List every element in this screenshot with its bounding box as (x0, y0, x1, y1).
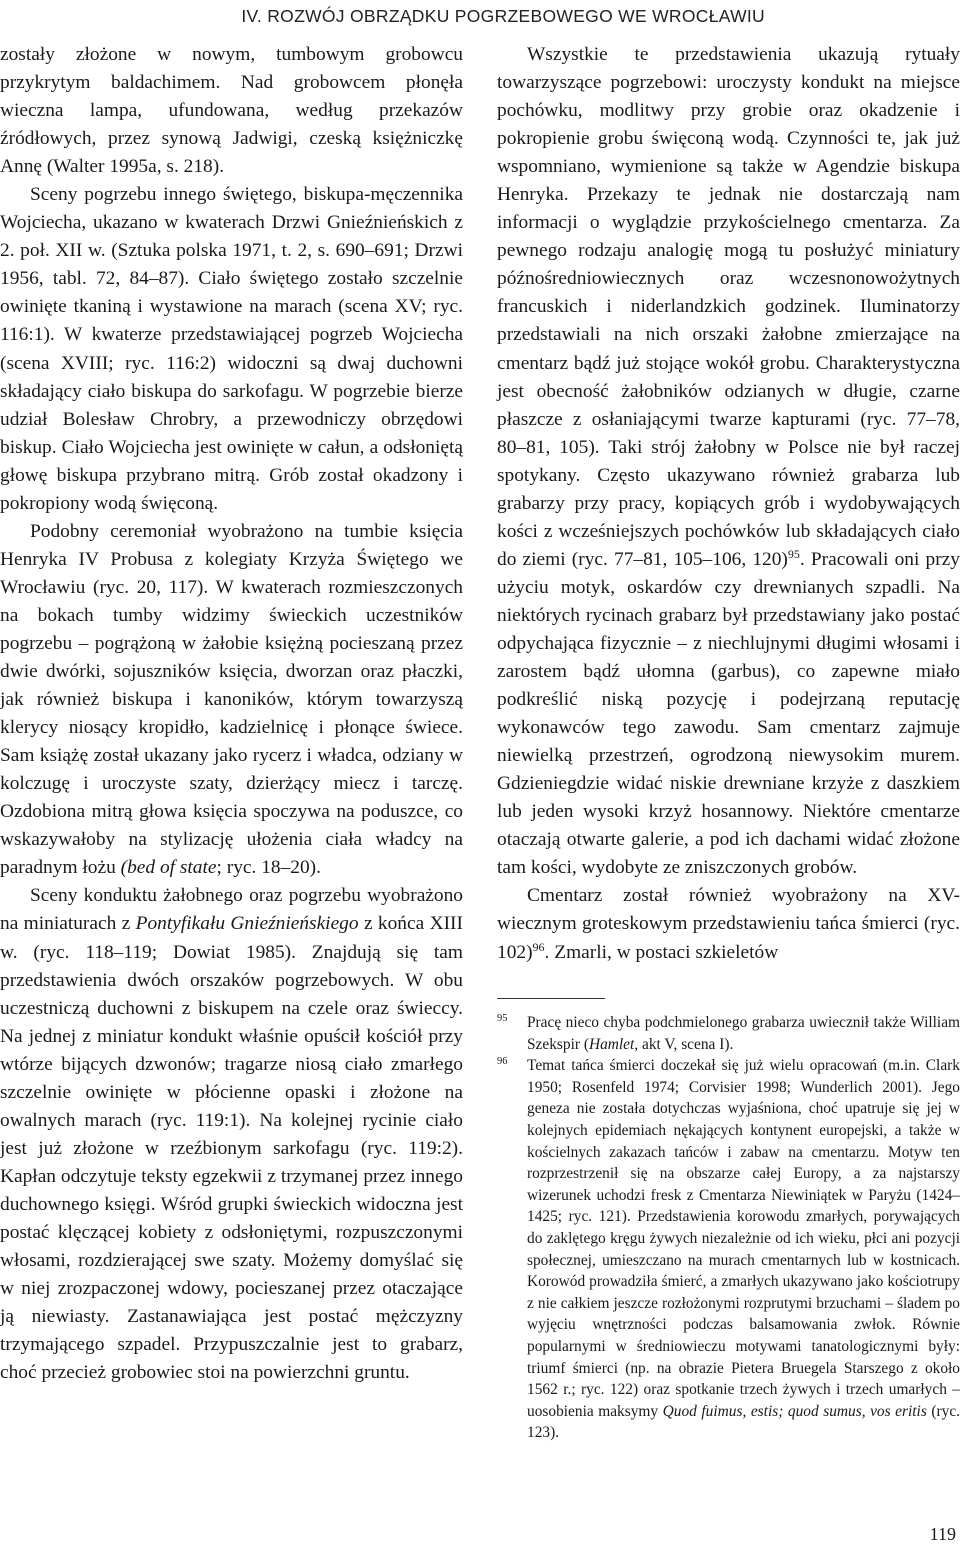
left-column (0, 41, 463, 1387)
footnote-number: 96 (497, 1056, 508, 1068)
italic-term: (bed of state (120, 857, 217, 879)
footnotes (497, 1012, 960, 1444)
running-header: IV. ROZWÓJ OBRZĄDKU POGRZEBOWEGO WE WROCŁAWIU (241, 6, 765, 26)
text-run: . Pracowali oni przy użyciu motyk, oskardów czy drewnianych szpadli. Na niektórych rycinach grabarz był przedstawiany jako postać odpychająca fizycznie – z niechlujnymi długimi włosami i zarostem bądź ułomna (garbus), co zapewne miało podkreślić niską pozycję i podejrzaną reputację wykonawców tego zawodu. Sam cmentarz zajmuje niewielką przestrzeń, ogrodzoną niewysokim murem. Gdzieniegdzie widać niskie drewniane krzyże z daszkiem lub jeden wysoki krzyż hosannowy. Niektóre cmentarze otaczają otwarte galerie, a pod ich dachami widać złożone tam kości, wydobyte ze zniszczonych grobów. (497, 548, 960, 879)
paragraph: Sceny pogrzebu innego świętego, biskupa-męczennika Wojciecha, ukazano w kwaterach Drzwi Gnieźnieńskich z 2. poł. XII w. (Sztuka polska 1971, t. 2, s. 690–691; Drzwi 1956, tabl. 72, 84–87). Ciało świętego zostało szczelnie owinięte tkaniną i wystawione na marach (scena XV; ryc. 116:1). W kwaterze przedstawiającej pogrzeb Wojciecha (scena XVIII; ryc. 116:2) widoczni są dwaj duchowni składający ciało biskupa do sarkofagu. W pogrzebie bierze udział Bolesław Chrobry, a przewodniczy obrzędowi biskup. Ciało Wojciecha jest owinięte w całun, a odsłoniętą głowę biskupa przybrano mitrą. Grób został okadzony i pokropiony wodą święconą. (0, 184, 463, 514)
text-run: Wszystkie te przedstawienia ukazują rytuały towarzyszące pogrzebowi: uroczysty kondukt na miejsce pochówku, modlitwy przy grobie oraz okadzenie i pokropienie grobu święconą wodą. Czynności te, jak już wspomniano, wymienione są także w Agendzie biskupa Henryka. Przekazy te jednak nie dostarczają nam informacji o wyglądzie przykościelnego cmentarza. Za pewnego rodzaju analogię mogą tu posłużyć miniatury późnośredniowiecznych oraz wczesnonowożytnych francuskich i niderlandzkich godzinek. Iluminatorzy przedstawiali na nich orszaki żałobne zmierzające na cmentarz bądź już stojące wokół grobu. Charakterystyczna jest obecność żałobników odzianych w długie, czarne płaszcze z osłaniającymi twarze kapturami (ryc. 77–78, 80–81, 105). Taki strój żałobny w Polsce nie był raczej spotykany. Często ukazywano również grabarza lub grabarzy przy pracy, kopiących grób i wydobywających kości z wcześniejszych pochówków lub składających ciało do ziemi (ryc. 77–81, 105–106, 120) (497, 44, 960, 570)
italic-title: Pontyfikału Gnieźnieńskiego (135, 913, 359, 935)
paragraph: zostały złożone w nowym, tumbowym grobowcu przykrytym baldachimem. Nad grobowcem płonęła wieczna lampa, ufundowana, według przekazów źródłowych, przez synową Jadwigi, czeską księżniczkę Annę (Walter 1995a, s. 218). (0, 44, 463, 178)
footnote-divider (497, 998, 605, 999)
paragraph (0, 882, 463, 1387)
italic-title: Hamlet (588, 1035, 635, 1053)
footnote-text: Pracę nieco chyba podchmielonego grabarza uwiecznił także William Szekspir ( (527, 1014, 960, 1053)
right-column (497, 41, 960, 967)
footnote-number: 95 (497, 1013, 508, 1024)
text-run: . Zmarli, w postaci szkieletów (544, 941, 779, 963)
text-run: ; ryc. 18–20). (216, 857, 321, 879)
text-run: z końca XIII w. (ryc. 118–119; Dowiat 1985). Znajdują się tam przedstawienia dwóch orszaków pogrzebowych. W obu uczestniczą duchowni z biskupem na czele oraz świeccy. Na jednej z miniatur kondukt właśnie opuścił kościół przy wtórze bijących dzwonów; tragarze niosą ciało zmarłego szczelnie owinięte w płócienne opaski i złożone na owalnych marach (ryc. 119:1). Na kolejnej rycinie ciało jest już złożone w rzeźbionym sarkofagu (ryc. 119:2). Kapłan odczytuje teksty egzekwii z trzymanej przez innego duchownego księgi. Wśród grupki świeckich widoczna jest postać klęczącej kobiety z odsłoniętymi, rozpuszczonymi włosami, rozdzierającej swe szaty. Możemy domyślać się w niej zrozpaczonej wdowy, pocieszanej przez otaczające ją niewiasty. Zastanawiająca jest postać mężczyzny trzymającego szpadel. Przypuszczalnie jest to grabarz, choć przecież grobowiec stoi na powierzchni gruntu. (0, 913, 463, 1384)
text-run: Podobny ceremoniał wyobrażono na tumbie księcia Henryka IV Probusa z kolegiaty Krzyża Świętego we Wrocławiu (ryc. 20, 117). W kwaterach rozmieszczonych na bokach tumby widzimy świeckich uczestników pogrzebu – pogrążoną w żałobie księżną pocieszaną przez dwie dwórki, sojuszników księcia, dworzan oraz płaczki, jak również biskupa i kanoników, którym towarzyszą klerycy niosący kropidło, kadzielnicę i płonące świece. Sam książę został ukazany jako rycerz i władca, odziany w kolczugę i uroczyste szaty, dzierżący miecz i tarczę. Ozdobiona mitrą głowa księcia spoczywa na poduszce, co wskazywałoby na stylizację ułożenia ciała władcy na paradnym łożu (0, 520, 463, 879)
footnote (497, 1055, 960, 1444)
footnote-text: , akt V, scena I). (634, 1035, 734, 1053)
footnote-ref[interactable]: 96 (532, 939, 545, 954)
page-number: 119 (929, 1524, 956, 1544)
footnote-text: (ryc. 123). (527, 1402, 960, 1442)
text-run: Cmentarz został również wyobrażony na XV-wiecznym groteskowym przedstawieniu tańca śmierci (ryc. 102) (497, 885, 960, 963)
footnote-text: Temat tańca śmierci doczekał się już wielu opracowań (m.in. Clark 1950; Rosenfeld 1974; Corvisier 1998; Wunderlich 2001). Jego geneza nie została dotychczas wyjaśniona, choć upatruje się jej w kolejnych epidemiach nękających kontynent europejski, a także w kościelnych zakazach tańców i zabaw na cmentarzu. Motyw ten rozprzestrzenił się na obszarze całej Europy, a za najstarszy wizerunek uchodzi fresk z Cmentarza Niewiniątek w Paryżu (1424–1425; ryc. 121). Przedstawienia korowodu zmarłych, porywających do zaklętego kręgu żywych niezależnie od ich wieku, płci ani pozycji społecznej, umieszczano na murach cmentarnych lub w kostnicach. Korowód prowadziła śmierć, a zmarłych ukazywano jako kościotrupy z nie całkiem jeszcze rozłożonymi rozprutymi brzuchami – śladem po wyjęciu wnętrzności podczas balsamowania zwłok. Równie popularnymi w średniowieczu motywami tanatologicznymi były: triumf śmierci (np. na obrazie Pietera Bruegela Starszego z około 1562 r.; ryc. 122) oraz spotkanie trzech żywych i trzech umarłych – uosobienia maksymy (527, 1057, 960, 1420)
italic-quote: Quod fuimus, estis; quod sumus, vos eritis (662, 1402, 927, 1420)
paragraph (497, 882, 960, 966)
footnote-ref[interactable]: 95 (787, 546, 800, 561)
footnote (497, 1012, 960, 1055)
paragraph (0, 518, 463, 883)
text-run: Sceny konduktu żałobnego oraz pogrzebu wyobrażono na miniaturach z (0, 885, 463, 935)
paragraph (497, 41, 960, 882)
